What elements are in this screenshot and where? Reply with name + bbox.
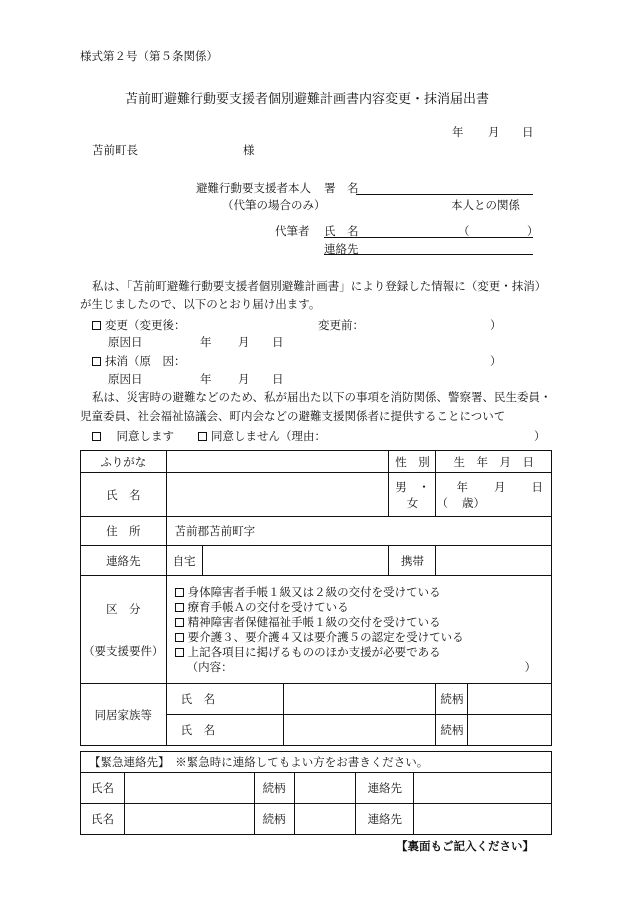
family-relation-field-2[interactable]: [468, 715, 552, 746]
emergency-table: [80, 751, 552, 835]
emergency-row-1: [81, 773, 552, 804]
name-row: [81, 473, 552, 517]
emergency-relation-field-2[interactable]: [294, 804, 356, 835]
disagree-checkbox[interactable]: [198, 432, 207, 441]
birth-month-label: 月: [493, 479, 506, 494]
emergency-contact-label-1: 連絡先: [356, 773, 414, 804]
emergency-contact-field-1[interactable]: [414, 773, 552, 804]
date-year: 年: [452, 125, 464, 139]
birth-field[interactable]: [436, 473, 552, 517]
address-label: 住 所: [81, 517, 167, 546]
date-day: 日: [522, 125, 534, 139]
delete-label: 抹消（原 因：: [105, 354, 186, 368]
relation-label: 本人との関係: [451, 198, 520, 212]
proxy-contact-field[interactable]: [324, 254, 533, 255]
disagree-label: 同意しません（理由：: [211, 429, 326, 443]
contact-row: [81, 546, 552, 576]
family-name-field-2[interactable]: [284, 715, 436, 746]
category-option-3[interactable]: [175, 615, 551, 630]
birth-year-label: 年: [456, 479, 468, 494]
emergency-header: [81, 752, 552, 773]
change-label: 変更（変更後：: [105, 318, 186, 332]
applicant-self-label: 避難行動要支援者本人: [196, 181, 311, 195]
category-text-4: 要介護３、要介護４又は要介護５の認定を受けている: [187, 629, 464, 644]
family-row-1: [81, 684, 552, 715]
family-relation-label-1: 続柄: [436, 684, 468, 715]
delete-checkbox[interactable]: [92, 357, 101, 366]
family-label: 同居家族等: [81, 684, 167, 746]
disagree-close-paren: ）: [534, 429, 546, 443]
category-header: [81, 576, 167, 684]
category-option-2[interactable]: [175, 600, 551, 615]
proxy-relation-paren: （ ）: [458, 224, 539, 238]
mobile-phone-field[interactable]: [436, 546, 552, 576]
category-content-label: （内容：: [186, 659, 233, 674]
category-label: 区 分: [106, 601, 141, 616]
home-phone-label: 自宅: [166, 546, 202, 576]
gender-options[interactable]: 男 ・ 女: [389, 473, 436, 517]
age-suffix: 歳）: [461, 495, 485, 510]
delete-cause-month: 月: [238, 372, 250, 386]
emergency-name-label-2: 氏名: [81, 804, 125, 835]
change-checkbox[interactable]: [92, 321, 101, 330]
gender-header: 性 別: [389, 451, 436, 473]
emergency-contact-field-2[interactable]: [414, 804, 552, 835]
home-phone-field[interactable]: [202, 546, 389, 576]
emergency-row-2: [81, 804, 552, 835]
signature-field[interactable]: [356, 194, 533, 195]
emergency-contact-label-2: 連絡先: [356, 804, 414, 835]
proxy-name-label: 氏 名: [324, 224, 359, 238]
category-option-1[interactable]: [175, 585, 551, 600]
birth-day-label: 日（: [436, 479, 543, 510]
category-text-5: 上記各項目に掲げるもののほか支援が必要である: [187, 644, 441, 659]
emergency-note: ※緊急時に連絡してもよい方をお書きください。: [175, 755, 429, 769]
category-options: [166, 576, 551, 684]
form-title: 苫前町避難行動要支援者個別避難計画書内容変更・抹消届出書: [125, 92, 490, 107]
contact-label: 連絡先: [81, 546, 167, 576]
agree-label: 同意します: [116, 429, 174, 443]
category-sublabel: （要支援要件）: [83, 643, 164, 658]
birth-header: 生 年 月 日: [436, 451, 552, 473]
furigana-row: [81, 451, 552, 473]
delete-close-paren: ）: [490, 354, 502, 368]
name-label: 氏 名: [81, 473, 167, 517]
category-option-5[interactable]: [175, 645, 551, 660]
address-row: [81, 517, 552, 546]
family-relation-field-1[interactable]: [468, 684, 552, 715]
furigana-field[interactable]: [166, 451, 389, 473]
addressee-honorific: 様: [243, 143, 255, 157]
consent-line-2: 児童委員、社会福祉協議会、町内会などの避難支援関係者に提供することについて: [80, 409, 506, 423]
change-row[interactable]: [92, 317, 186, 333]
agree-checkbox[interactable]: [92, 432, 101, 441]
emergency-name-field-1[interactable]: [124, 773, 254, 804]
family-name-label-1: 氏 名: [166, 684, 284, 715]
emergency-name-label-1: 氏名: [81, 773, 125, 804]
change-cause-year: 年: [200, 335, 212, 349]
emergency-header-row: [81, 752, 552, 773]
emergency-header-label: 【緊急連絡先】: [89, 755, 164, 769]
category-checkbox-2[interactable]: [175, 603, 184, 612]
family-name-label-2: 氏 名: [166, 715, 284, 746]
category-checkbox-5[interactable]: [175, 648, 184, 657]
furigana-label: ふりがな: [81, 451, 167, 473]
change-before-label: 変更前：: [318, 318, 364, 332]
disagree-option[interactable]: [198, 428, 326, 444]
category-checkbox-1[interactable]: [175, 588, 184, 597]
form-number: 様式第２号（第５条関係）: [80, 49, 218, 63]
family-relation-label-2: 続柄: [436, 715, 468, 746]
change-cause-month: 月: [238, 335, 250, 349]
mobile-phone-label: 携帯: [389, 546, 436, 576]
delete-row[interactable]: [92, 353, 186, 369]
consent-line-1: 私は、災害時の避難などのため、私が届出た以下の事項を消防関係、警察署、民生委員・: [92, 390, 552, 404]
delete-cause-day: 日: [272, 372, 284, 386]
category-row: [81, 576, 552, 684]
category-checkbox-4[interactable]: [175, 633, 184, 642]
change-cause-date-label: 原因日: [108, 335, 143, 349]
category-content[interactable]: [175, 660, 551, 675]
delete-cause-year: 年: [200, 372, 212, 386]
emergency-relation-field-1[interactable]: [294, 773, 356, 804]
category-text-3: 精神障害者保健福祉手帳１級の交付を受けている: [187, 614, 441, 629]
date-month: 月: [488, 125, 500, 139]
address-field[interactable]: 苫前郡苫前町字: [166, 517, 551, 546]
change-cause-day: 日: [272, 335, 284, 349]
category-text-1: 身体障害者手帳１級又は２級の交付を受けている: [187, 584, 441, 599]
agree-option[interactable]: [92, 428, 174, 444]
addressee-name: 苫前町長: [92, 143, 138, 157]
name-field[interactable]: [166, 473, 389, 517]
proxy-contact-label: 連絡先: [324, 242, 359, 256]
category-option-4[interactable]: [175, 630, 551, 645]
category-content-close: ）: [524, 659, 537, 674]
family-name-field-1[interactable]: [284, 684, 436, 715]
emergency-name-field-2[interactable]: [124, 804, 254, 835]
registration-table: [80, 450, 552, 746]
proxy-name-field[interactable]: [324, 237, 533, 238]
signature-label: 署 名: [324, 181, 359, 195]
category-text-2: 療育手帳Ａの交付を受けている: [187, 599, 349, 614]
statement-line-2: が生じましたので、以下のとおり届け出ます。: [80, 297, 321, 311]
emergency-relation-label-1: 続柄: [254, 773, 294, 804]
change-close-paren: ）: [490, 318, 502, 332]
proxy-note: （代筆の場合のみ）: [222, 198, 326, 212]
statement-line-1: 私は、「苫前町避難行動要支援者個別避難計画書」により登録した情報に（変更・抹消）: [92, 279, 547, 293]
delete-cause-date-label: 原因日: [108, 372, 143, 386]
category-checkbox-3[interactable]: [175, 618, 184, 627]
emergency-relation-label-2: 続柄: [254, 804, 294, 835]
back-page-note: 【裏面もご記入ください】: [396, 839, 534, 853]
proxy-label: 代筆者: [275, 224, 310, 238]
